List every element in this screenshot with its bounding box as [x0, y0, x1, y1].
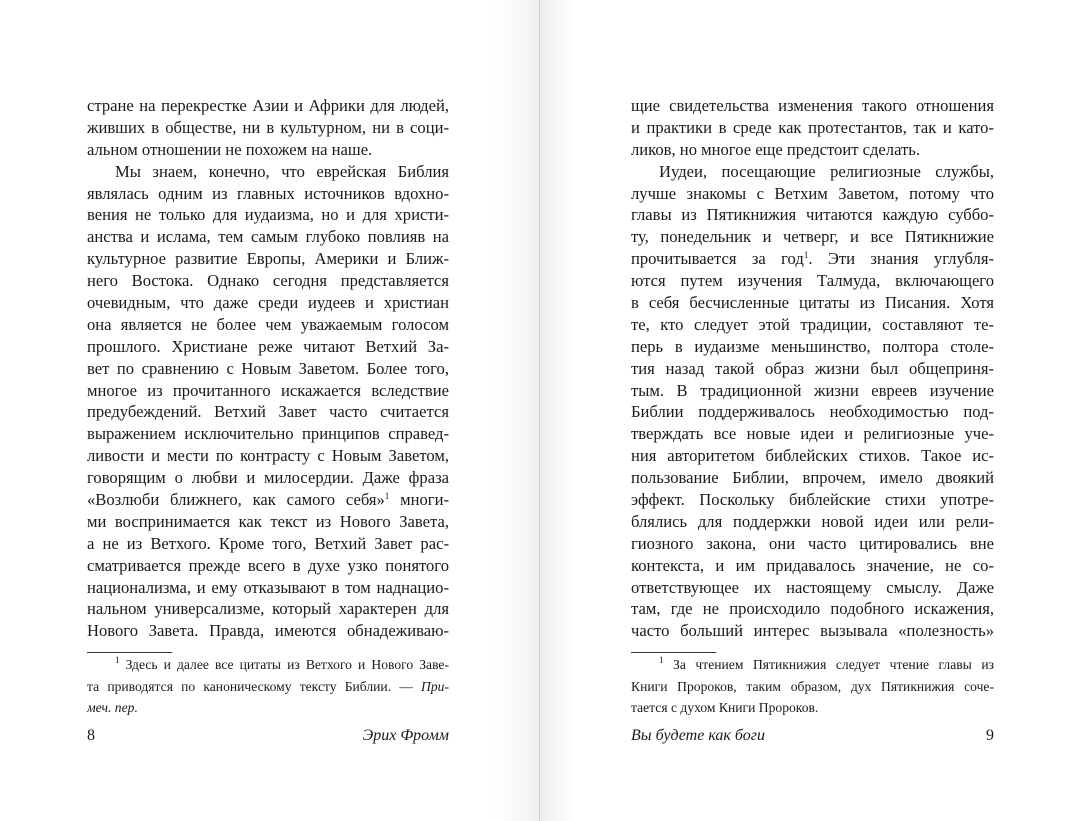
text-line: лучше знакомы с Ветхим Заветом, потому что	[631, 183, 994, 203]
text-line: ми воспринимается как текст из Нового Завета,	[87, 511, 449, 531]
text-line: она является не более чем уважаемым голосом	[87, 314, 449, 334]
text-fragment: . Эти знания углубля-	[808, 249, 995, 269]
footnote-note-italic: При-	[421, 678, 449, 694]
paragraph-start-line: Иудеи, посещающие религиозные службы,	[659, 161, 994, 181]
text-line: прошлого. Христиане реже читают Ветхий За-	[87, 336, 449, 356]
footnote-line: тается с духом Книги Пророков.	[631, 700, 819, 715]
text-line: главы из Пятикнижия читаются каждую суббо-	[631, 205, 994, 225]
text-line: являлась одним из главных источников вдохно-	[87, 183, 449, 203]
text-line: Библии поддерживалось необходимостью под-	[631, 402, 994, 422]
text-line: ются путем изучения Талмуда, включающего	[631, 271, 994, 291]
text-line: него Востока. Однако сегодня представляется	[87, 271, 449, 291]
footnote-line: Книги Пророков, таким образом, дух Пятикнижия соче-	[631, 678, 994, 694]
text-line-with-footnote-ref	[631, 248, 994, 270]
text-line: предубеждений. Ветхий Завет часто считается	[87, 402, 449, 422]
text-line: в себя бесчисленные цитаты из Писания. Хотя	[631, 293, 994, 313]
gutter-shadow-right	[540, 0, 575, 821]
footnote-marker: 1	[115, 655, 120, 665]
text-line: очевидным, что даже среди иудеев и христиан	[87, 293, 449, 313]
text-line: многое из прочитанного искажается вследствие	[87, 380, 449, 400]
text-line: живших в обществе, ни в культурном, ни в соци-	[87, 117, 449, 137]
left-page-footer	[87, 727, 449, 745]
text-fragment: прочитывается за год	[631, 249, 804, 269]
text-line: Нового Завета. Правда, имеются обнадеживаю-	[87, 621, 449, 641]
text-line: блялись для поддержки новой идеи или рели-	[631, 511, 994, 531]
footnote-line	[87, 654, 449, 676]
running-head-title: Вы будете как боги	[631, 727, 765, 744]
text-line: ту, понедельник и четверг, и все Пятикнижие	[631, 227, 994, 247]
right-page-body	[631, 95, 994, 642]
footnote-text: За чтением Пятикнижия следует чтение главы из	[663, 657, 994, 672]
text-line: часто больший интерес вызывала «полезность»	[631, 621, 994, 641]
text-line: ния авторитетом библейских стихов. Такое ис-	[631, 446, 994, 466]
text-line: вет по сравнению с Новым Заветом. Более того,	[87, 358, 449, 378]
text-line: стране на перекрестке Азии и Африки для людей,	[87, 96, 449, 115]
text-line: вения не только для иудаизма, но и для христи-	[87, 205, 449, 225]
text-line-with-footnote-ref	[87, 489, 449, 511]
right-page-footer	[631, 727, 994, 745]
footnote-text: та приводятся по каноническому тексту Библии. —	[87, 678, 422, 694]
text-line: тым. В традиционной жизни евреев изучение	[631, 380, 994, 400]
text-line: а не из Ветхого. Кроме того, Ветхий Завет рас-	[87, 533, 449, 553]
text-line: ливости и мести по контрасту с Новым Заветом,	[87, 446, 449, 466]
text-line: перь в иудаизме меньшинство, полтора столе-	[631, 336, 994, 356]
page-number: 8	[87, 727, 95, 744]
footnote-divider	[631, 652, 716, 653]
text-line: контекста, и им придавалось значение, не со-	[631, 555, 994, 575]
text-line: культурное развитие Европы, Америки и Ближ-	[87, 249, 449, 269]
book-spine-fold	[539, 0, 540, 821]
text-line: пользование Библии, впрочем, имело двоякий	[631, 468, 994, 488]
footnote-line: меч. пер.	[87, 700, 138, 715]
running-head-author: Эрих Фромм	[362, 727, 449, 744]
footnote-marker: 1	[659, 655, 664, 665]
left-footnote	[87, 654, 449, 719]
text-fragment: «Возлюби ближнего, как самого себя»	[87, 490, 385, 510]
text-line: и практики в среде как протестантов, так и като-	[631, 117, 994, 137]
text-line: анства и ислама, тем самым глубоко повлияв на	[87, 227, 449, 247]
text-line: эффект. Поскольку библейские стихи употре-	[631, 490, 994, 510]
footnote-line	[631, 654, 994, 676]
text-fragment: многи-	[389, 490, 449, 510]
text-line: альном отношении не похожем на наше.	[87, 139, 373, 159]
page-number: 9	[986, 727, 994, 744]
text-line: тверждать все новые идеи и религиозные уче-	[631, 424, 994, 444]
paragraph-start-line: Мы знаем, конечно, что еврейская Библия	[115, 161, 449, 181]
footnote-line	[87, 676, 449, 698]
text-line: ответствующее их настоящему смыслу. Даже	[631, 577, 994, 597]
text-line: выражением исключительно принципов справед-	[87, 424, 449, 444]
text-line: там, где не происходило подобного искажения,	[631, 599, 994, 619]
text-line: нальном универсализме, который характерен для	[87, 599, 449, 619]
text-line: гиозного закона, они часто цитировались вне	[631, 533, 994, 553]
text-line: тия назад такой образ жизни был общеприня-	[631, 358, 994, 378]
text-line: ликов, но многое еще предстоит сделать.	[631, 139, 920, 159]
footnote-divider	[87, 652, 172, 653]
text-line: сматривается прежде всего в духе узко понятого	[87, 555, 449, 575]
right-footnote	[631, 654, 994, 719]
text-line: те, кто следует этой традиции, составляют те-	[631, 314, 994, 334]
text-line: щие свидетельства изменения такого отношения	[631, 96, 994, 115]
left-page-body	[87, 95, 449, 642]
text-line: национализма, и ему отказывают в том наднацио-	[87, 577, 449, 597]
footnote-reference[interactable]: 1	[803, 250, 809, 261]
text-line: говорящим о любви и милосердии. Даже фраза	[87, 468, 449, 488]
footnote-text: Здесь и далее все цитаты из Ветхого и Нового Заве-	[119, 657, 449, 672]
right-page	[540, 0, 1079, 821]
gutter-shadow-left	[490, 0, 540, 821]
footnote-reference[interactable]: 1	[384, 491, 390, 502]
